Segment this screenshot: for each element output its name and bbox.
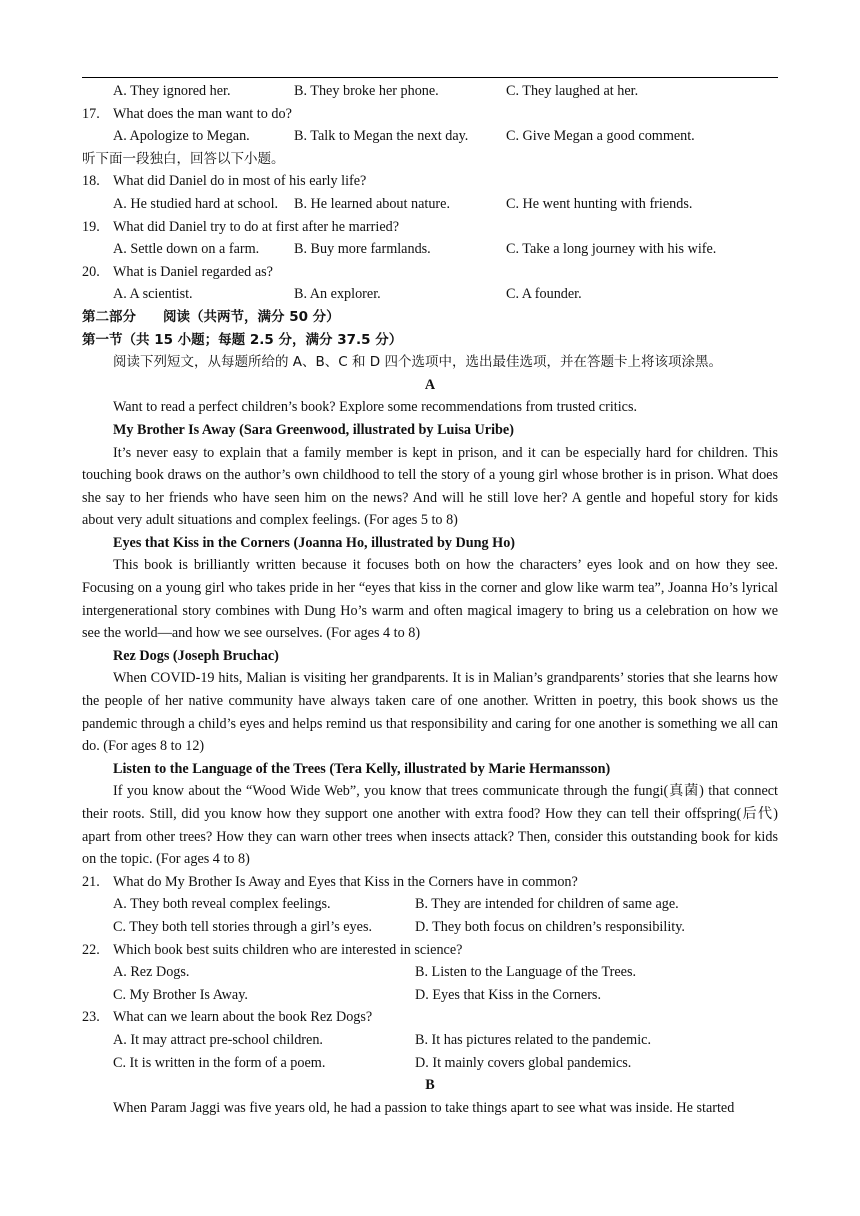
q23-options-row2 <box>82 1052 778 1075</box>
q22-option-d: D. Eyes that Kiss in the Corners. <box>415 986 601 1003</box>
q19-option-c: C. Take a long journey with his wife. <box>506 241 717 258</box>
q17-option-a: A. Apologize to Megan. <box>113 128 250 145</box>
q23-options-row1 <box>82 1029 778 1052</box>
q18-option-b: B. He learned about nature. <box>294 195 451 212</box>
q16-option-b: B. They broke her phone. <box>294 83 439 99</box>
q17-options <box>82 125 778 148</box>
header-rule <box>82 77 778 78</box>
q17-option-c: C. Give Megan a good comment. <box>506 128 695 145</box>
question-text: What does the man want to do? <box>113 105 292 122</box>
q21-option-a: A. They both reveal complex feelings. <box>113 896 331 913</box>
q22-options-row1 <box>82 961 778 984</box>
question-22 <box>82 939 778 962</box>
book2-description: This book is brilliantly written because it focuses both on how the characters’ eyes look and on how they see. Focusing on a young girl who takes pride in her “eyes that kiss in the corner and glow like warm tea”, Joanna Ho’s lyrical intergenerational story combines with Dung Ho’s warm and often magical imagery to bring us a celebration on how we see the world—and how we see ourselves. (For ages 4 to 8) <box>82 557 778 642</box>
question-number: 20. <box>82 263 100 280</box>
question-18 <box>82 170 778 193</box>
book3-title: Rez Dogs (Joseph Bruchac) <box>113 647 279 664</box>
question-21 <box>82 871 778 894</box>
question-number: 19. <box>82 218 100 235</box>
q22-option-b: B. Listen to the Language of the Trees. <box>415 964 637 981</box>
question-number: 22. <box>82 941 100 958</box>
q16-option-c: C. They laughed at her. <box>506 83 639 99</box>
passage-b-letter: B <box>425 1077 435 1094</box>
q20-options <box>82 283 778 306</box>
monologue-instruction: 听下面一段独白，回答以下小题。 <box>82 150 285 167</box>
part2-heading: 第二部分 阅读（共两节，满分 50 分） <box>82 308 340 325</box>
q17-option-b: B. Talk to Megan the next day. <box>294 128 469 145</box>
question-17 <box>82 103 778 126</box>
q22-option-c: C. My Brother Is Away. <box>113 986 248 1003</box>
passage-b-first-line: When Param Jaggi was five years old, he had a passion to take things apart to see what was inside. He started <box>113 1099 735 1116</box>
question-text: What did Daniel try to do at first after he married? <box>113 218 400 235</box>
q19-options <box>82 238 778 261</box>
q21-option-b: B. They are intended for children of same age. <box>415 896 679 913</box>
q19-option-b: B. Buy more farmlands. <box>294 241 431 258</box>
question-text: Which book best suits children who are interested in science? <box>113 941 463 958</box>
book1-description: It’s never easy to explain that a family member is kept in prison, and it can be especially hard for children. This touching book draws on the author’s own childhood to tell the story of a young girl whose brother is in prison. What does she say to her friends who have seen him on the news? And will he still love her? A gentle and hopeful story for kids about very adult situations and complex feelings. (For ages 5 to 8) <box>82 444 778 529</box>
question-text: What can we learn about the book Rez Dogs? <box>113 1009 373 1026</box>
question-23 <box>82 1006 778 1029</box>
q19-option-a: A. Settle down on a farm. <box>113 241 260 258</box>
q23-option-b: B. It has pictures related to the pandemic. <box>415 1031 651 1048</box>
q20-option-c: C. A founder. <box>506 286 582 303</box>
q23-option-a: A. It may attract pre-school children. <box>113 1031 323 1048</box>
exam-content <box>82 80 778 1119</box>
book2-title: Eyes that Kiss in the Corners (Joanna Ho, illustrated by Dung Ho) <box>113 534 516 551</box>
q22-option-a: A. Rez Dogs. <box>113 964 190 981</box>
q20-option-a: A. A scientist. <box>113 286 193 303</box>
q21-options-row2 <box>82 916 778 939</box>
q21-options-row1 <box>82 893 778 916</box>
passage-a-letter: A <box>424 376 436 393</box>
book1-title: My Brother Is Away (Sara Greenwood, illustrated by Luisa Uribe) <box>113 421 514 438</box>
book4-title: Listen to the Language of the Trees (Tera Kelly, illustrated by Marie Hermansson) <box>113 760 611 777</box>
q18-option-a: A. He studied hard at school. <box>113 195 279 212</box>
section1-heading: 第一节（共 15 小题；每题 2.5 分，满分 37.5 分） <box>82 331 403 348</box>
q22-options-row2 <box>82 984 778 1007</box>
q23-option-c: C. It is written in the form of a poem. <box>113 1054 326 1071</box>
passage-a-intro: Want to read a perfect children’s book? Explore some recommendations from trusted critics. <box>113 399 638 416</box>
q16-options <box>82 80 778 103</box>
q18-options <box>82 193 778 216</box>
question-text: What is Daniel regarded as? <box>113 263 273 280</box>
q21-option-d: D. They both focus on children’s responsibility. <box>415 918 685 935</box>
question-number: 21. <box>82 873 100 890</box>
reading-instruction: 阅读下列短文，从每题所给的 A、B、C 和 D 四个选项中，选出最佳选项，并在答题卡上将该项涂黑。 <box>113 354 722 371</box>
question-19 <box>82 216 778 239</box>
question-20 <box>82 261 778 284</box>
book3-description: When COVID-19 hits, Malian is visiting her grandparents. It is in Malian’s grandparents’ stories that she learns how the people of her native community have always taken care of one another. Written in poetry, this book shows us the pandemic through a child’s eyes and helps remind us that responsibility and caring for one another is something we all can do. (For ages 8 to 12) <box>82 670 778 755</box>
question-number: 17. <box>82 105 100 122</box>
question-text: What did Daniel do in most of his early life? <box>113 173 367 190</box>
q21-option-c: C. They both tell stories through a girl’s eyes. <box>113 918 373 935</box>
question-text: What do My Brother Is Away and Eyes that Kiss in the Corners have in common? <box>113 873 578 890</box>
book4-description: If you know about the “Wood Wide Web”, you know that trees communicate through the fungi(真菌) that connect their roots. Still, did you know how they support one another with extra food? How they can tell their offspring(后代) apart from other trees? How they can warn other trees when insects attack? Then, consider this outstanding book for kids on the topic. (For ages 4 to 8) <box>82 783 778 868</box>
q20-option-b: B. An explorer. <box>294 286 381 303</box>
question-number: 23. <box>82 1009 100 1026</box>
q23-option-d: D. It mainly covers global pandemics. <box>415 1054 632 1071</box>
q16-option-a: A. They ignored her. <box>113 83 231 99</box>
q18-option-c: C. He went hunting with friends. <box>506 195 693 212</box>
question-number: 18. <box>82 173 100 190</box>
